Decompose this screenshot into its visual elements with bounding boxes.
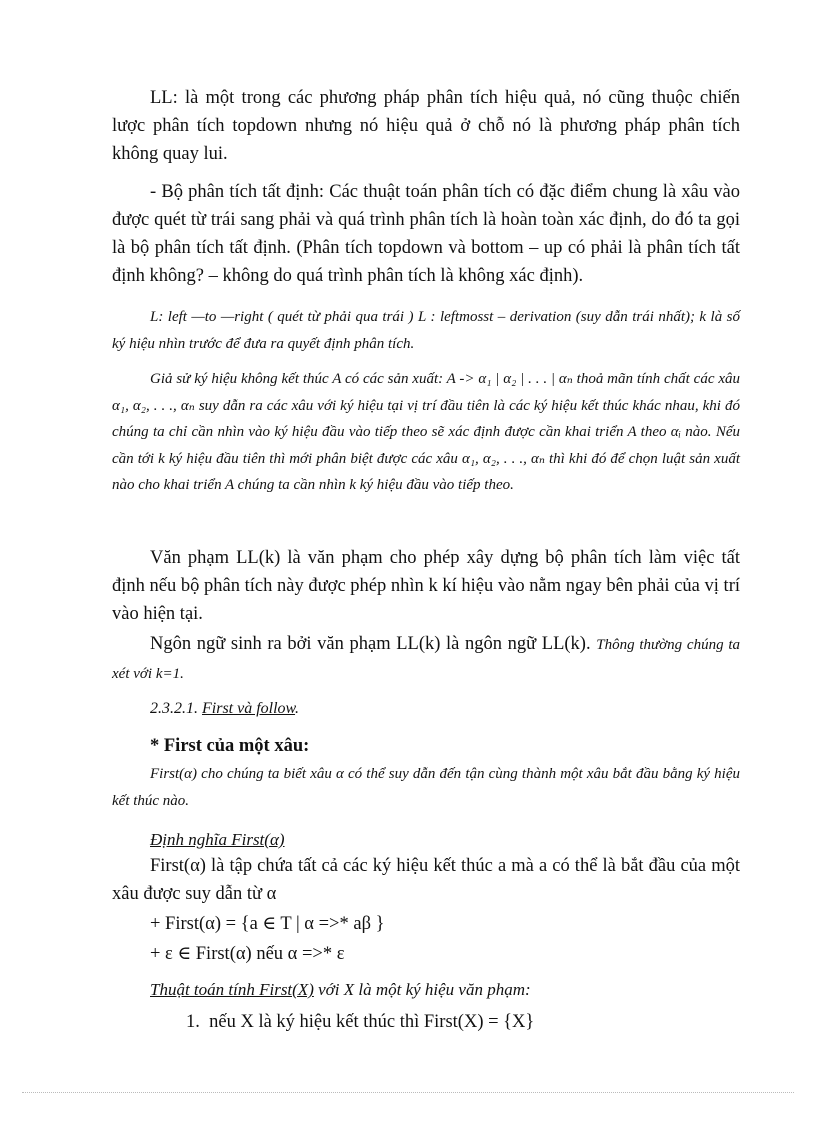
paragraph-deterministic-parser: - Bộ phân tích tất định: Các thuật toán phân tích có đặc điểm chung là xâu vào được quét từ trái sang phải và quá trình phân tích là hoàn toàn xác định, do đó ta gọi là bộ phân tích tất định. (Phân tích topdown và bottom – up có phải là phân tích tất định không? – không do quá trình phân tích là không xác định). [112,182,740,286]
paragraph-first-desc: First(α) cho chúng ta biết xâu α có thể suy dẫn đến tận cùng thành một xâu bắt đầu bằng ký hiệu kết thúc nào. [112,766,740,809]
definition-heading: Định nghĩa First(α) [150,830,285,849]
section-heading [150,695,299,723]
algorithm-heading [150,976,531,1004]
algorithm-rest: với X là một ký hiệu văn phạm: [313,980,531,999]
paragraph-llk-grammar: Văn phạm LL(k) là văn phạm cho phép xây dựng bộ phân tích làm việc tất định nếu bộ phân tích này được phép nhìn k kí hiệu vào nằm ngay bên phải của vị trí vào hiện tại. [112,548,740,624]
rule-2: + ε ∈ First(α) nếu α =>* ε [150,944,345,964]
section-title: First và follow [202,700,296,717]
paragraph-llk-language [112,630,740,687]
algorithm-title: Thuật toán tính First(X) [150,980,314,999]
section-period: . [295,700,300,717]
paragraph-first-def: First(α) là tập chứa tất cả các ký hiệu kết thúc a mà a có thể là bắt đầu của một xâu được suy dẫn từ α [112,856,740,904]
llk-language-text: Ngôn ngữ sinh ra bởi văn phạm LL(k) là ngôn ngữ LL(k). [150,634,591,654]
list-item-text: nếu X là ký hiệu kết thúc thì First(X) = {X} [209,1012,535,1032]
list-item-1 [186,1008,534,1036]
list-item-number: 1. [186,1012,200,1032]
paragraph-ll-definition: L: left —to —right ( quét từ phải qua trái ) L : leftmosst – derivation (suy dẫn trái nhất); k là số ký hiệu nhìn trước để đưa ra quyết định phân tích. [112,309,740,352]
section-number: 2.3.2.1. [150,700,198,717]
paragraph-ll-intro: LL: là một trong các phương pháp phân tích hiệu quả, nó cũng thuộc chiến lược phân tích topdown nhưng nó hiệu quả ở chỗ nó là phương pháp phân tích không quay lui. [112,88,740,164]
llk-language-note: Thông thường chúng ta xét với k=1. [112,637,741,682]
rule-1: + First(α) = {a ∈ T | α =>* aβ } [150,914,385,934]
paragraph-productions: Giả sử ký hiệu không kết thúc A có các sản xuất: A -> α₁ | α₂ | . . . | αₙ thoả mãn tính chất các xâu α₁, α₂, . . ., αₙ suy dẫn ra các xâu với ký hiệu tại vị trí đầu tiên là các ký hiệu kết thúc khác nhau, khi đó chúng ta chỉ cần nhìn vào ký hiệu đầu vào tiếp theo sẽ xác định được cần khai triển A theo αᵢ nào. Nếu cần tới k ký hiệu đầu tiên thì mới phân biệt được các xâu α₁, α₂, . . ., αₙ thì khi đó để chọn luật sản xuất nào cho khai triển A chúng ta cần nhìn k ký hiệu đầu vào tiếp theo. [112,371,740,493]
page-footer-divider [22,1092,794,1093]
first-heading: * First của một xâu: [150,736,310,756]
